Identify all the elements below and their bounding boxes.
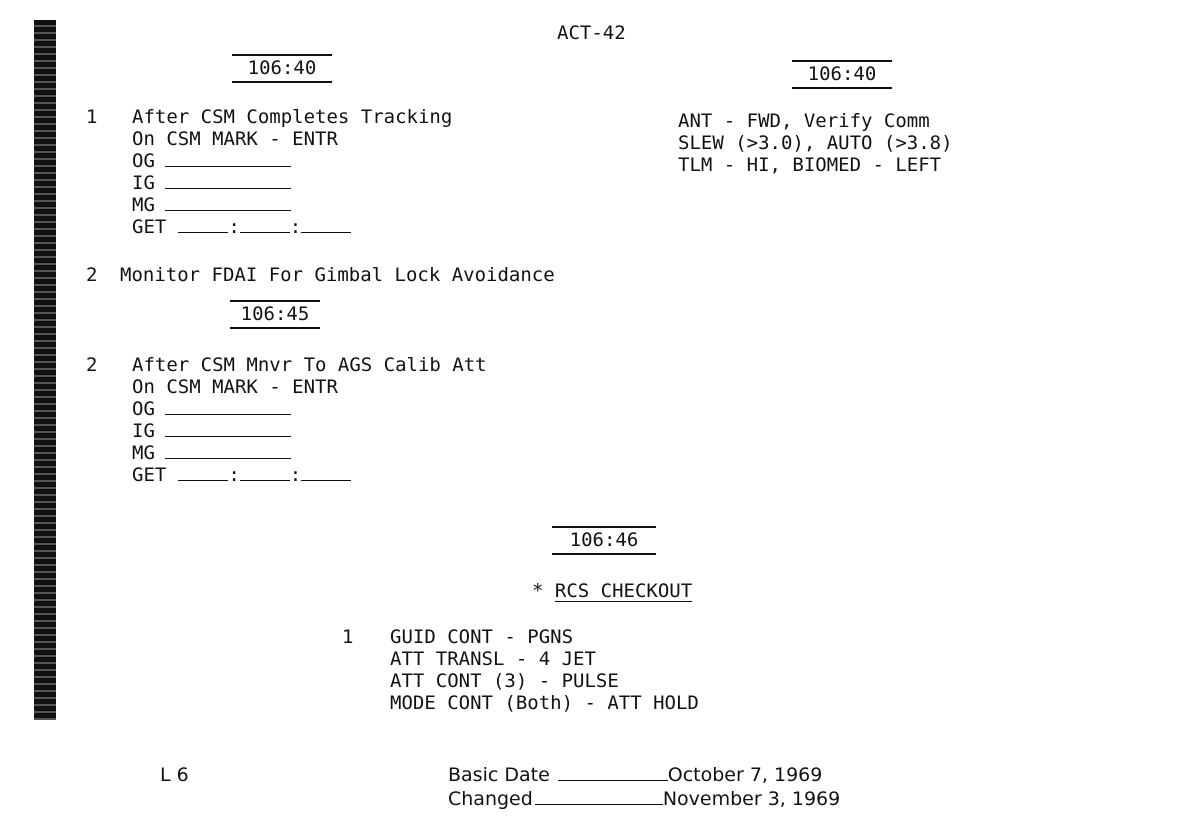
page-id: ACT-42 [557,22,626,44]
step2b-line1: After CSM Mnvr To AGS Calib Att [132,354,487,376]
rcs-line-2: ATT TRANSL - 4 JET [390,648,596,670]
step1-ig [132,172,291,194]
mg-blank [165,194,291,211]
changed-date-value: November 3, 1969 [662,788,841,810]
get-colon-2: : [289,464,302,486]
step2b-get [132,464,351,486]
rcs-line-1: GUID CONT - PGNS [390,626,574,648]
right-line-2: SLEW (>3.0), AUTO (>3.8) [678,132,953,154]
right-line-3: TLM - HI, BIOMED - LEFT [678,154,942,176]
time-mid: 106:45 [230,300,320,325]
ig-label: IG [132,420,155,442]
get-colon-2: : [289,216,302,238]
get-min-blank [240,216,290,233]
mg-blank [165,442,291,459]
rcs-title: RCS CHECKOUT [554,580,693,602]
get-min-blank [240,464,290,481]
step2a-number: 2 [86,264,98,286]
get-sec-blank [301,464,351,481]
og-label: OG [132,398,155,420]
rcs-heading [532,580,692,602]
time-left-top: 106:40 [232,54,332,79]
step1-og [132,150,291,172]
get-sec-blank [301,216,351,233]
get-label: GET [132,216,167,238]
step2b-number: 2 [86,354,98,376]
og-blank [165,398,291,415]
step2a-text: Monitor FDAI For Gimbal Lock Avoidance [120,264,555,286]
changed-date-rule [535,790,663,805]
get-colon-1: : [228,216,240,238]
step2b-mg [132,442,291,464]
basic-date-label: Basic Date [448,764,550,786]
get-hours-blank [178,216,228,233]
step1-get [132,216,351,238]
ig-blank [165,172,291,189]
page-number: L 6 [160,764,189,786]
get-label: GET [132,464,167,486]
basic-date-rule [558,766,668,781]
basic-date-row [448,764,822,786]
binding-edge [34,20,56,720]
rcs-step-number: 1 [342,626,354,648]
right-line-1: ANT - FWD, Verify Comm [678,110,930,132]
step1-mg [132,194,291,216]
changed-date-row [448,788,840,810]
step1-number: 1 [86,106,98,128]
ig-label: IG [132,172,155,194]
get-hours-blank [178,464,228,481]
step2b-og [132,398,291,420]
mg-label: MG [132,442,155,464]
basic-date-value: October 7, 1969 [667,764,823,786]
step2b-line2: On CSM MARK - ENTR [132,376,338,398]
time-right-top: 106:40 [792,60,892,85]
step1-line1: After CSM Completes Tracking [132,106,453,128]
rcs-line-3: ATT CONT (3) - PULSE [390,670,619,692]
get-colon-1: : [228,464,240,486]
rcs-line-4: MODE CONT (Both) - ATT HOLD [390,692,699,714]
mg-label: MG [132,194,155,216]
rcs-asterisk: * [532,580,544,602]
step1-line2: On CSM MARK - ENTR [132,128,338,150]
ig-blank [165,420,291,437]
step2b-ig [132,420,291,442]
changed-date-label: Changed [448,788,533,810]
time-lower: 106:46 [552,526,656,551]
og-blank [165,150,291,167]
og-label: OG [132,150,155,172]
